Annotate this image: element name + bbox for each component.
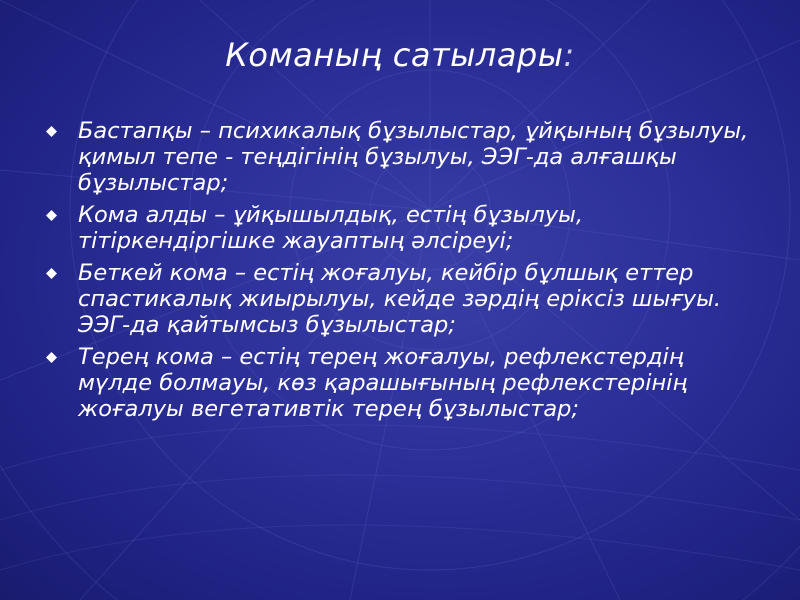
bullet-text: Кома алды – ұйқышылдық, естің бұзылуы, тітіркендіргішке жауаптың әлсіреуі; (78, 202, 584, 254)
slide-title-text: Команың сатылары (225, 36, 564, 74)
bullet-list (44, 118, 764, 428)
bullet-text: Бастапқы – психикалық бұзылыстар, ұйқының бұзылуы, қимыл тепе - теңдігінің бұзылуы, ЭЭГ-да алғашқы бұзылыстар; (78, 118, 749, 196)
bullet-item (44, 118, 764, 196)
bullet-item (44, 344, 764, 422)
diamond-bullet-icon (46, 210, 57, 221)
diamond-bullet-icon (46, 126, 57, 137)
slide-title-colon: : (563, 36, 575, 74)
bullet-item (44, 260, 764, 338)
diamond-bullet-icon (46, 268, 57, 279)
slide-title (0, 36, 800, 74)
bullet-text: Беткей кома – естің жоғалуы, кейбір бұлшық еттер спастикалық жиырылуы, кейде зәрдің еріксіз шығуы. ЭЭГ-да қайтымсыз бұзылыстар; (78, 260, 722, 338)
diamond-bullet-icon (46, 352, 57, 363)
bullet-item (44, 202, 764, 254)
bullet-text: Терең кома – естің терең жоғалуы, рефлекстердің мүлде болмауы, көз қарашығының рефлекстерінің жоғалуы вегетативтік терең бұзылыстар; (78, 344, 688, 422)
